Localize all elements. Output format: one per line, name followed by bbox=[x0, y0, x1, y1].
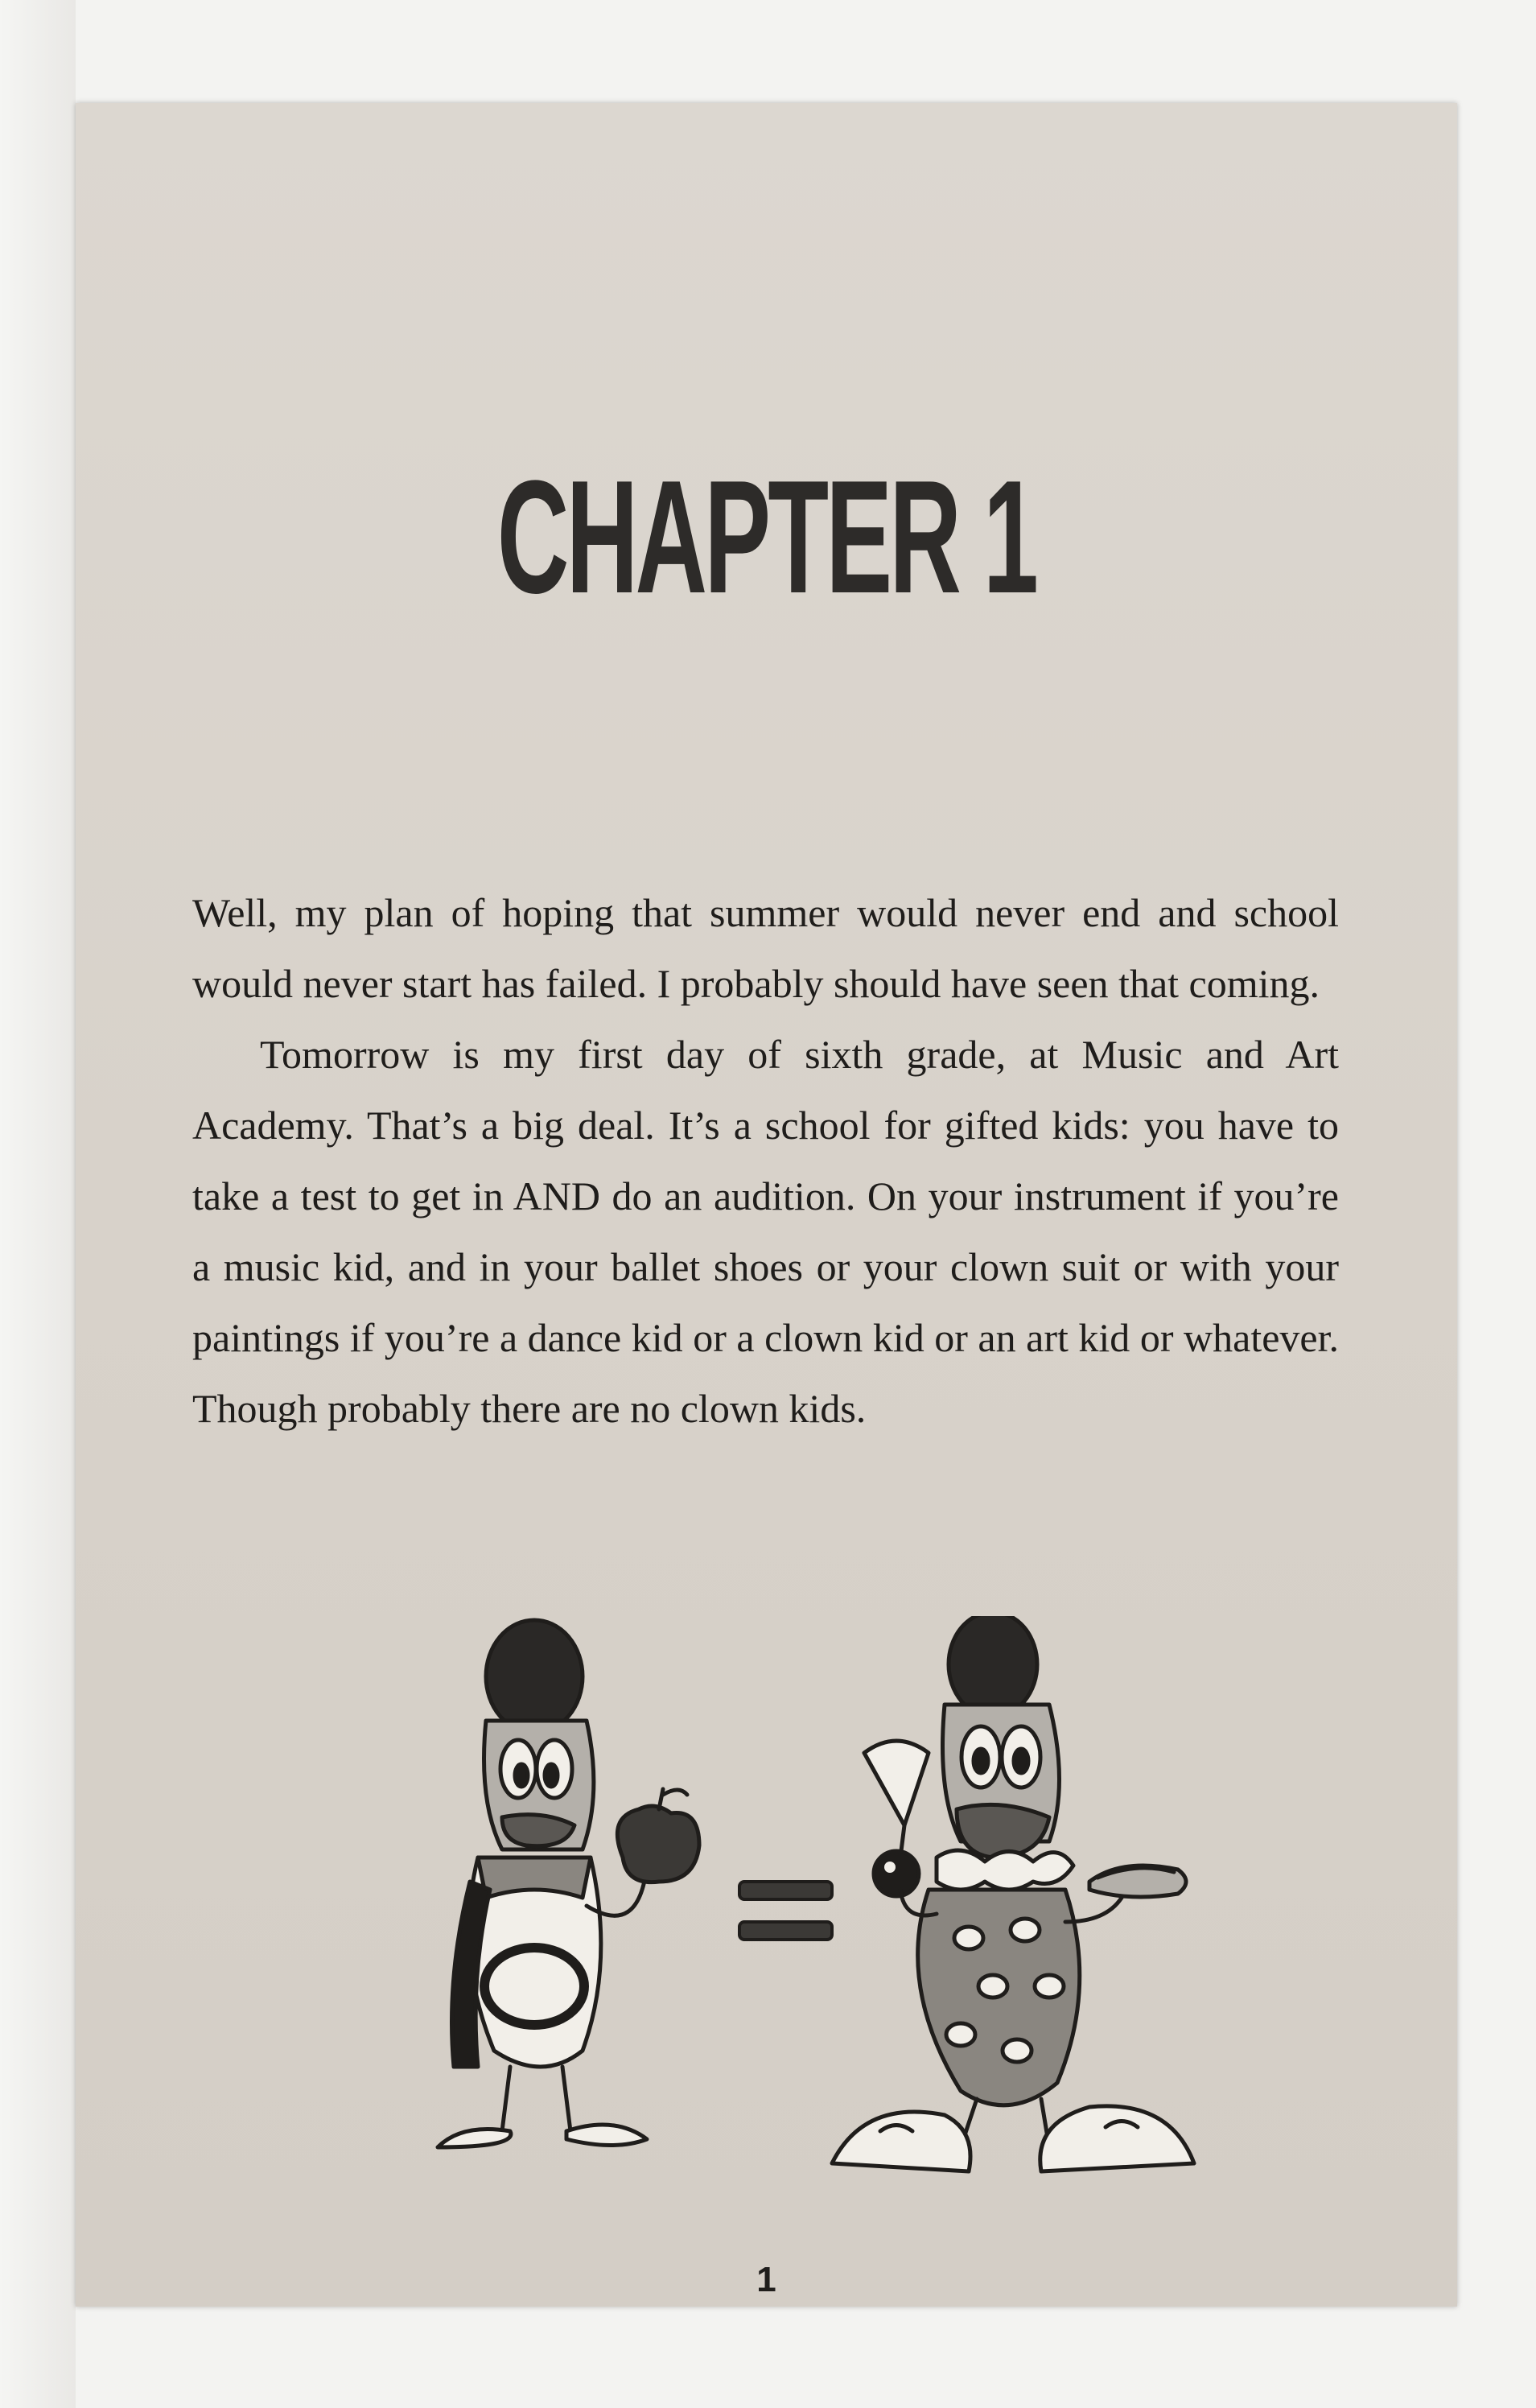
equals-sign bbox=[739, 1882, 832, 1940]
paragraph-1: Well, my plan of hoping that summer would never end and school would never start has failed. I probably should have seen that coming. bbox=[192, 890, 1339, 1006]
cartoon-illustration bbox=[381, 1616, 1291, 2196]
clown-figure bbox=[832, 1616, 1194, 2171]
kid-with-apple-figure bbox=[438, 1620, 699, 2147]
paragraph-2: Tomorrow is my first day of sixth grade, at Music and Art Academy. That’s a big deal. It’s a school for gifted kids: you have to take a test to get in AND do an audition. On your instrument if you’re a music kid, and in your ballet shoes or your clown suit or with your paintings if you’re a dance kid or a clown kid or an art kid or whatever. Though probably there are no clown kids. bbox=[192, 1032, 1339, 1431]
book-spine-edge bbox=[0, 0, 76, 2408]
chapter-title: CHAPTER 1 bbox=[496, 447, 1036, 627]
book-page bbox=[76, 103, 1457, 2307]
page-number: 1 bbox=[756, 2260, 776, 2299]
chapter-body bbox=[192, 877, 1339, 1444]
